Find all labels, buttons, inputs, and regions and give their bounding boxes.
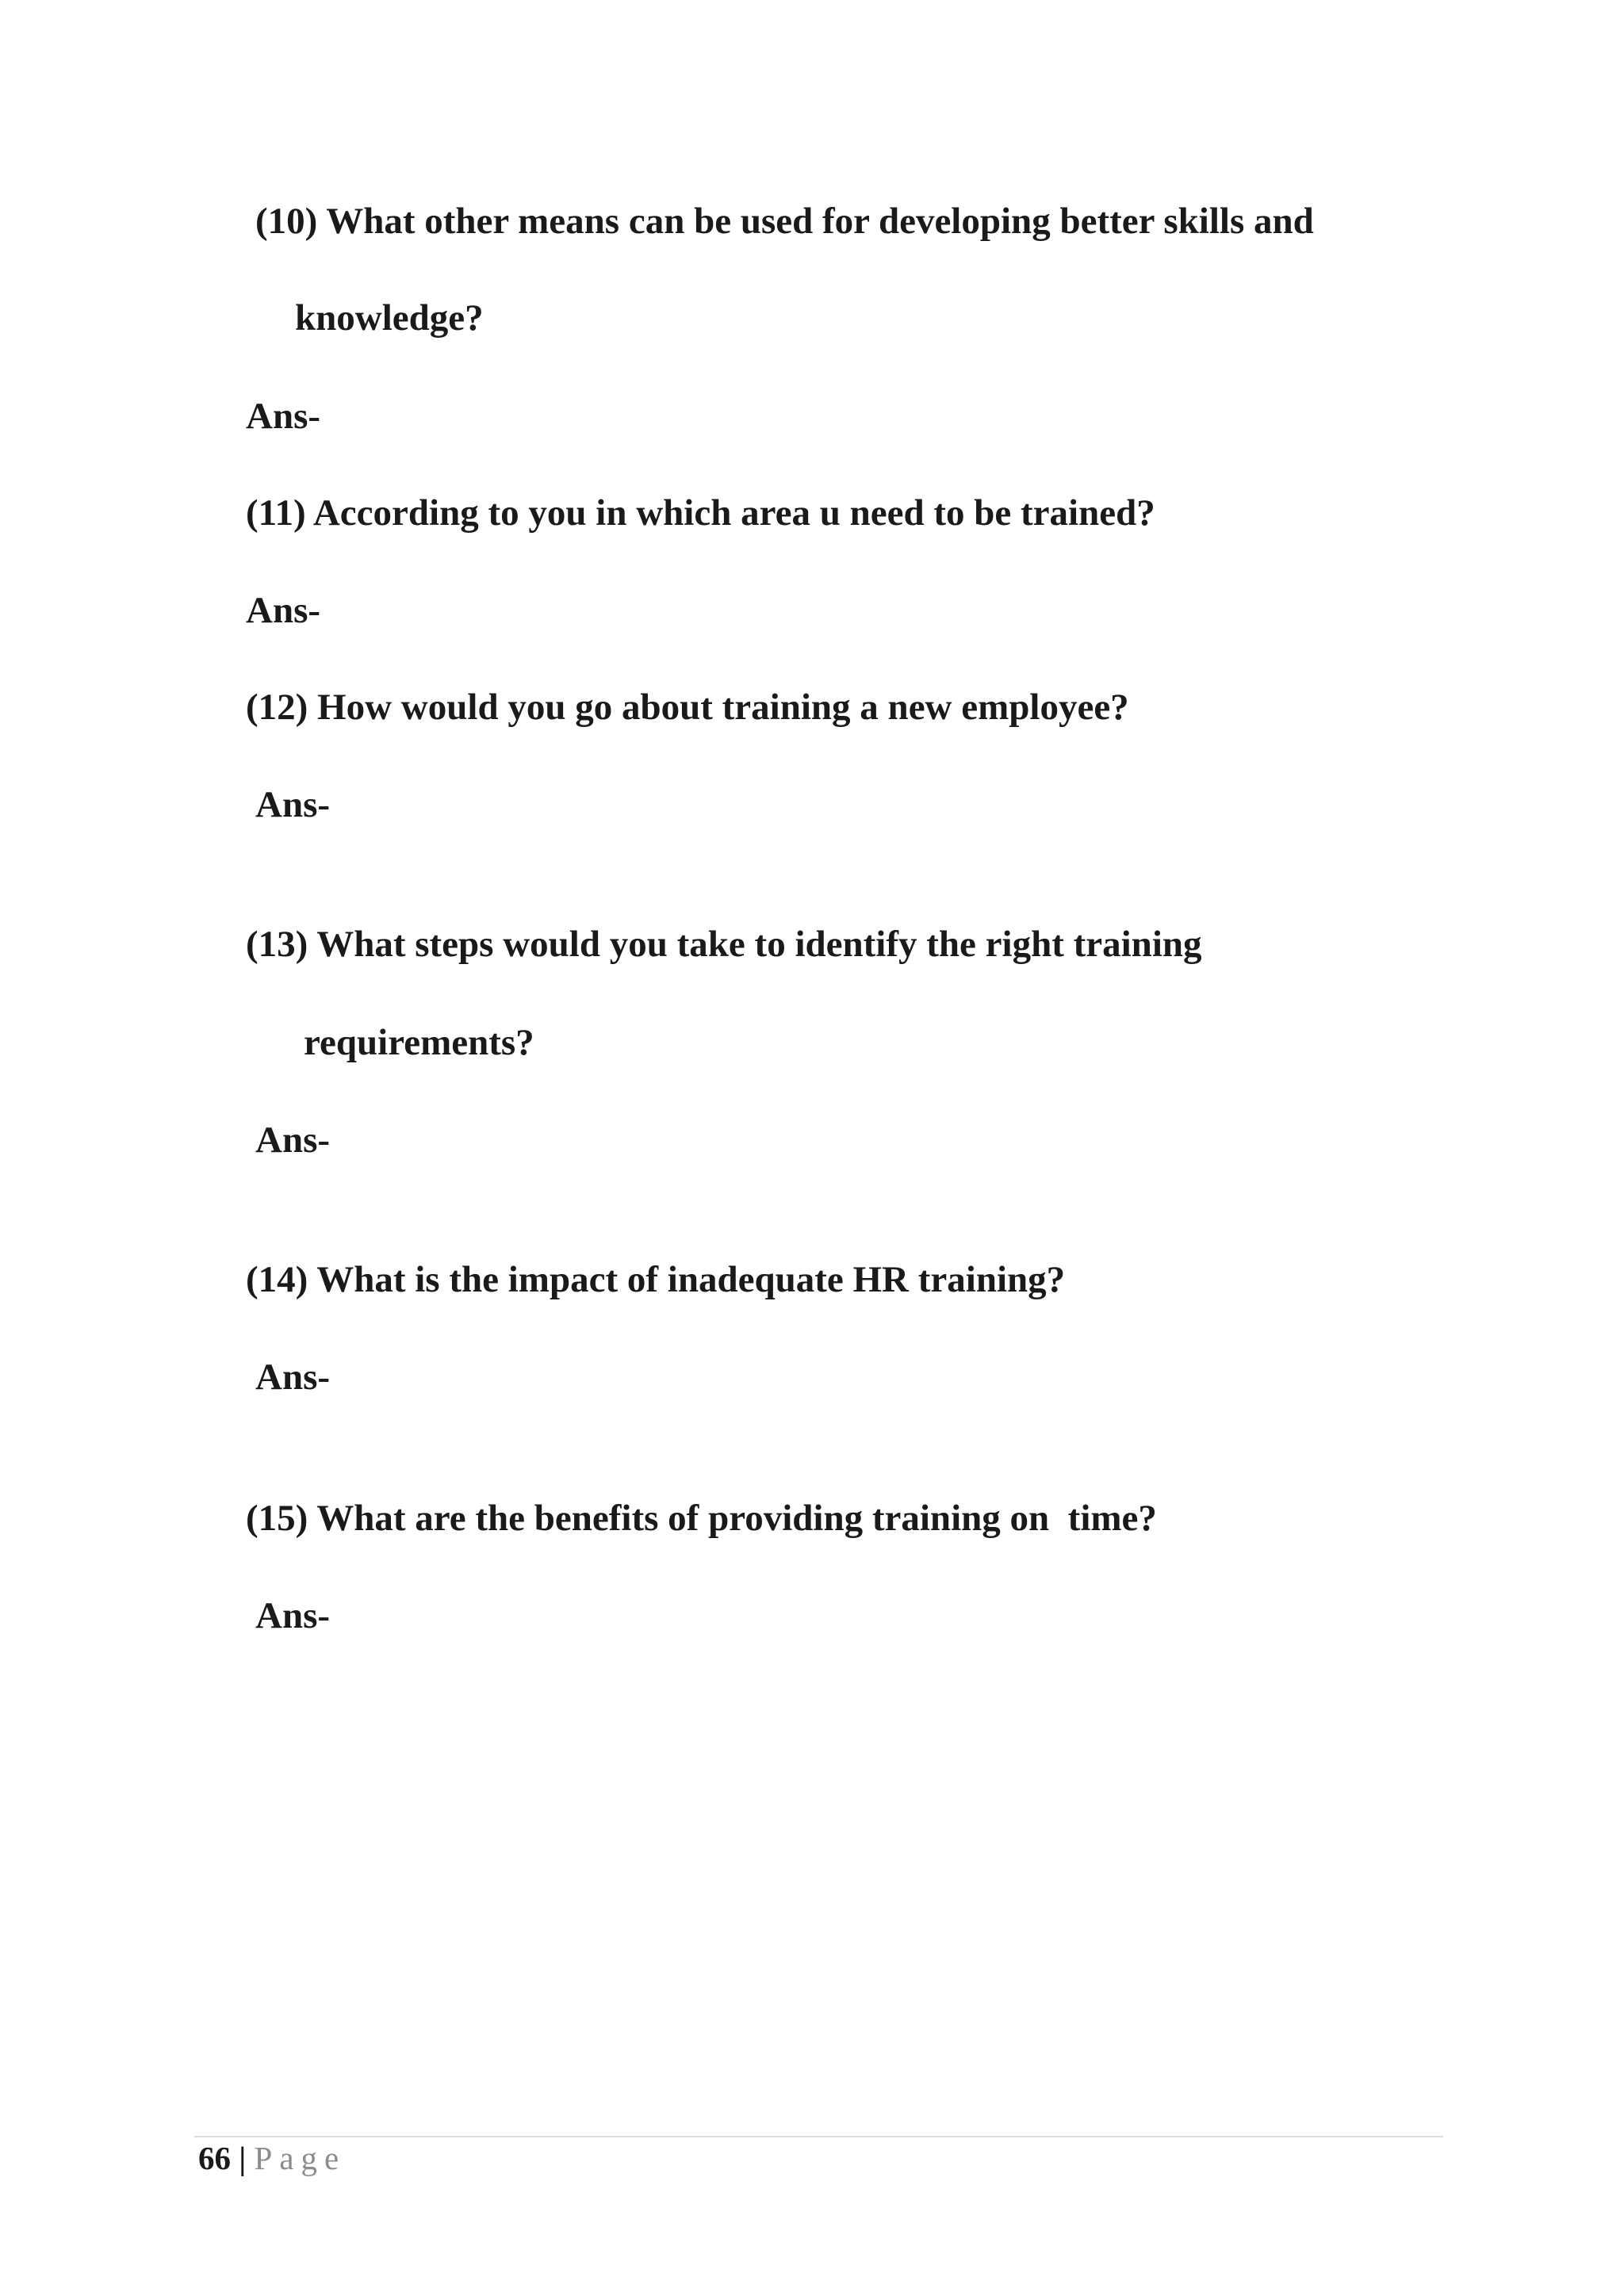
question-10-text-continued: knowledge? [295,297,484,339]
page-footer [198,2142,346,2175]
question-14-text: (14) What is the impact of inadequate HR training? [246,1259,1066,1300]
question-12-text: (12) How would you go about training a new employee? [246,687,1129,728]
question-11-text: (11) According to you in which area u need to be trained? [246,492,1155,534]
page-number: 66 [198,2140,231,2176]
question-13-text-continued: requirements? [304,1022,534,1063]
question-15-text: (15) What are the benefits of providing training on time? [246,1498,1157,1539]
footer-separator: | [239,2140,247,2176]
answer-13-label: Ans- [255,1119,331,1161]
answer-10-label: Ans- [246,396,321,437]
page-label: Page [254,2140,347,2176]
answer-12-label: Ans- [255,784,331,825]
answer-14-label: Ans- [255,1357,331,1398]
question-10-text: (10) What other means can be used for developing better skills and [255,201,1314,242]
footer-divider [194,2136,1443,2137]
question-13-text: (13) What steps would you take to identify the right training [246,924,1202,965]
answer-11-label: Ans- [246,590,321,631]
answer-15-label: Ans- [255,1595,331,1636]
